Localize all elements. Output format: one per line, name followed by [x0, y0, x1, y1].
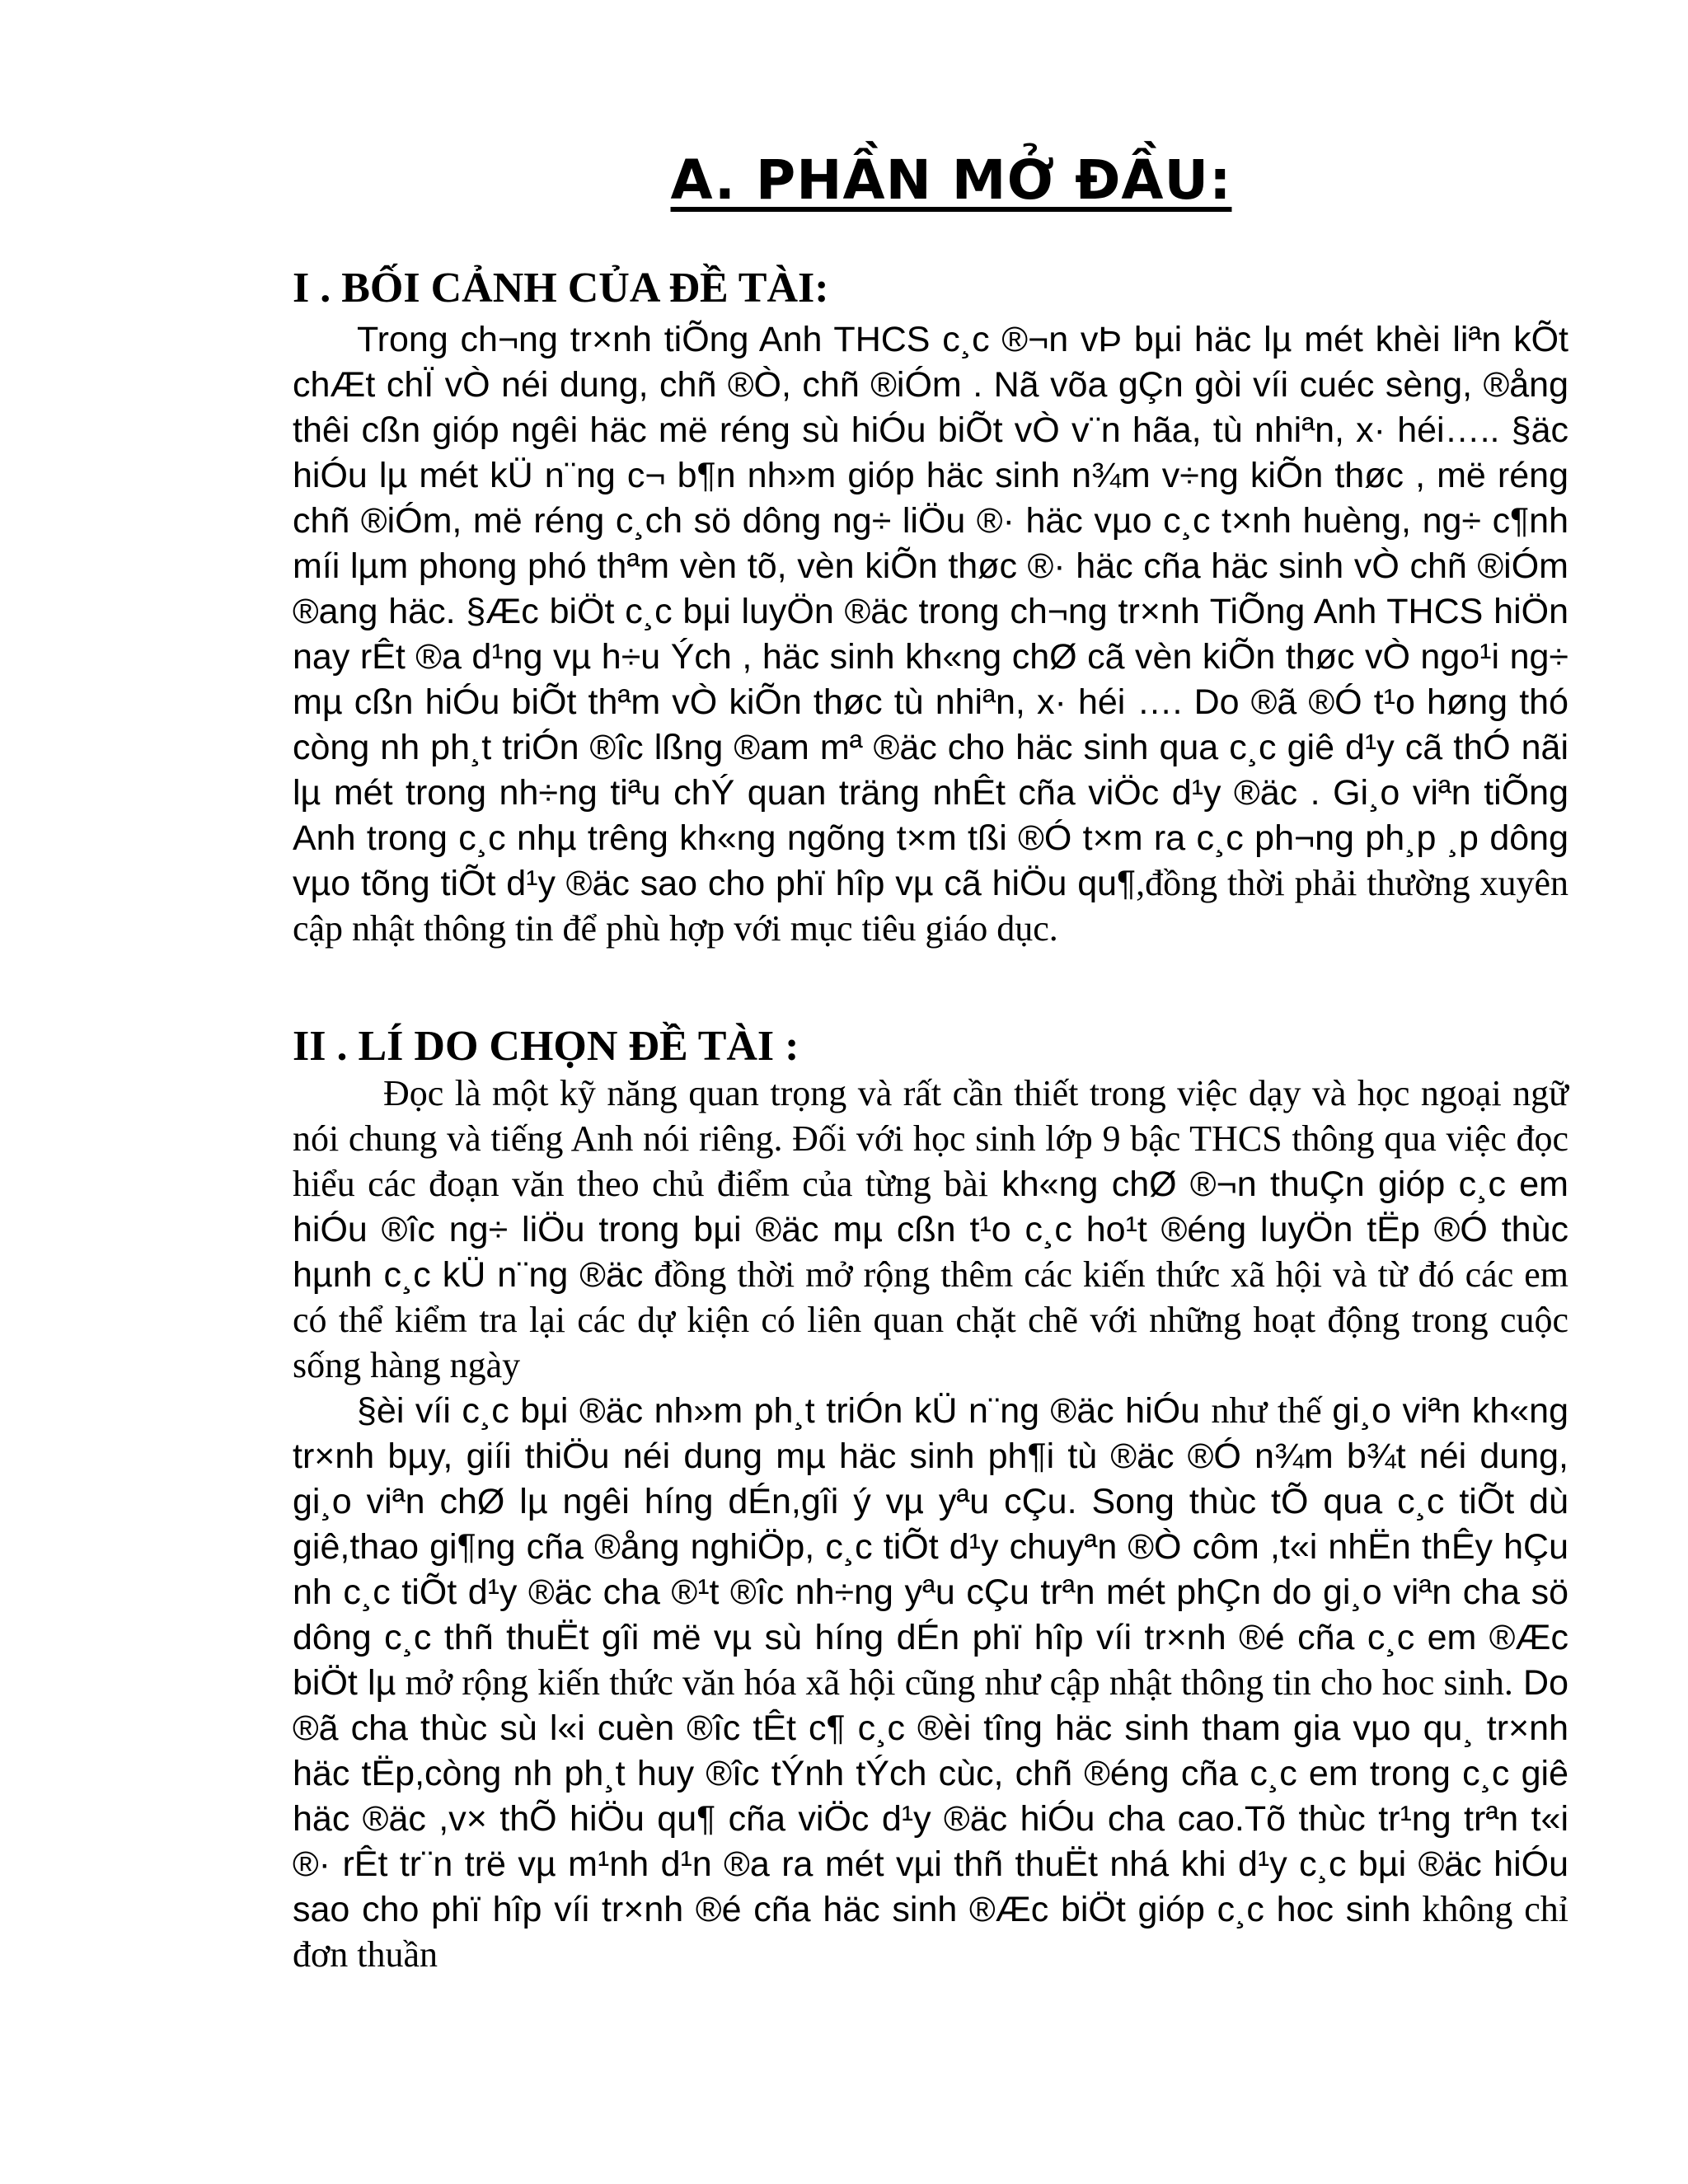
legacy-font-text: Trong ch¬ng tr×nh tiÕng Anh THCS c¸c ®¬n vÞ bµi häc lµ mét khèi liªn kÕt chÆt chÏ vÒ néi dung, chñ ®Ò, chñ ®iÓm . Nã võa gÇn gòi víi cuéc sèng, ®ång thêi cßn gióp ngêi häc më réng sù hiÓu biÕt vÒ v¨n hãa, tù nhiªn, x· héi….. §äc hiÓu lµ mét kÜ n¨ng c¬ b¶n nh»m gióp häc sinh n¾m v÷ng kiÕn thøc , më réng chñ ®iÓm, më réng c¸ch sö dông ng÷ liÖu ®· häc vµo c¸c t×nh huèng, ng÷ c¶nh míi lµm phong phó thªm vèn tõ, vèn kiÕn thøc ®· häc cña häc sinh vÒ chñ ®iÓm ®ang häc. §Æc biÖt c¸c bµi luyÖn ®äc trong ch¬ng tr×nh TiÕng Anh THCS hiÖn nay rÊt ®a d¹ng vµ h÷u Ých , häc sinh kh«ng chØ cã vèn kiÕn thøc vÒ ngo¹i ng÷ mµ cßn hiÓu biÕt thªm vÒ kiÕn thøc tù nhiªn, x· héi …. Do ®ã ®Ó t¹o høng thó còng nh ph¸t triÓn ®îc lßng ®am mª ®äc cho häc sinh qua c¸c giê d¹y cã thÓ nãi lµ mét trong nh÷ng tiªu chÝ quan träng nhÊt cña viÖc d¹y ®äc . Gi¸o viªn tiÕng Anh trong c¸c nhµ trêng kh«ng ngõng t×m tßi ®Ó t×m ra c¸c ph¬ng ph¸p ¸p dông vµo tõng tiÕt d¹y ®äc sao cho phï hîp vµ cã hiÖu qu¶ — [293, 320, 1568, 903]
unicode-text: mở rộng kiến thức văn hóa xã hội cũng như cập nhật thông tin cho hoc sinh. — [396, 1662, 1513, 1703]
legacy-font-text: gi¸o viªn kh«ng tr×nh bµy, giíi thiÖu néi dung mµ häc sinh ph¶i tù ®äc ®Ó n¾m b¾t néi dung, gi¸o viªn chØ lµ ngêi híng dÉn,gîi ý vµ yªu cÇu. Song thùc tÕ qua c¸c tiÕt dù giê,thao gi¶ng cña ®ång nghiÖp, c¸c tiÕt d¹y chuyªn ®Ò côm ,t«i nhËn thÊy hÇu nh c¸c tiÕt d¹y ®äc cha ®¹t ®îc nh÷ng yªu cÇu trªn mét phÇn do gi¸o viªn cha sö dông c¸c thñ thuËt gîi më vµ sù híng dÉn phï hîp víi tr×nh ®é cña c¸c em ®Æc biÖt lµ — [293, 1391, 1569, 1703]
section-2-heading: II . LÍ DO CHỌN ĐỀ TÀI : — [293, 1023, 799, 1070]
unicode-text: Đọc là một kỹ năng quan trọng và rất cần thiết trong việc dạy và học ngoại ngữ nói chung và tiếng Anh nói riêng. Đối với học sinh lớp 9 bậc THCS thông qua việc đọc hiểu các đoạn văn theo chủ điểm của từng bài — [293, 1073, 1568, 1204]
section-1-heading: I . BỐI CẢNH CỦA ĐỀ TÀI: — [293, 265, 829, 312]
section-1-paragraph — [293, 317, 1568, 952]
legacy-font-text: §èi víi c¸c bµi ®äc nh»m ph¸t triÓn kÜ n¨ng ®äc hiÓu — [357, 1391, 1212, 1431]
unicode-text: ,đồng thời phải thường xuyên cập nhật thông tin để phù hợp với mục tiêu giáo dục. — [293, 863, 1569, 949]
page-title: A. PHẦN MỞ ĐẦU: — [670, 148, 1232, 212]
section-2-paragraph-2 — [293, 1389, 1568, 1978]
legacy-font-text: kh«ng chØ ®¬n thuÇn gióp c¸c em hiÓu ®îc ng÷ liÖu trong bµi ®äc mµ cßn t¹o c¸c ho¹t ®éng luyÖn tËp ®Ó thùc hµnh c¸c kÜ n¨ng ®äc — [293, 1165, 1568, 1295]
unicode-text: đồng thời mở rộng thêm các kiến thức xã hội và từ đó các em có thể kiểm tra lại các dự kiện có liên quan chặt chẽ với những hoạt động trong cuộc sống hàng ngày — [293, 1254, 1569, 1385]
section-1-body — [293, 317, 1568, 952]
unicode-text: như thế — [1211, 1390, 1333, 1431]
legacy-font-text: Do ®ã cha thùc sù l«i cuèn ®îc tÊt c¶ c¸c ®èi tîng häc sinh tham gia vµo qu¸ tr×nh häc tËp,còng nh ph¸t huy ®îc tÝnh tÝch cùc, chñ ®éng cña c¸c em trong c¸c giê häc ®äc ,v× thÕ hiÖu qu¶ cña viÖc d¹y ®äc hiÓu cha cao.Tõ thùc tr¹ng trªn t«i ®· rÊt tr¨n trë vµ m¹nh d¹n ®a ra mét vµi thñ thuËt nhá khi d¹y c¸c bµi ®äc hiÓu sao cho phï hîp víi tr×nh ®é cña häc sinh ®Æc biÖt gióp c¸c hoc sinh — [293, 1663, 1568, 1929]
unicode-text: không chỉ đơn thuần — [293, 1889, 1568, 1975]
section-2-body — [293, 1071, 1568, 1978]
section-2-paragraph-1 — [293, 1071, 1568, 1389]
